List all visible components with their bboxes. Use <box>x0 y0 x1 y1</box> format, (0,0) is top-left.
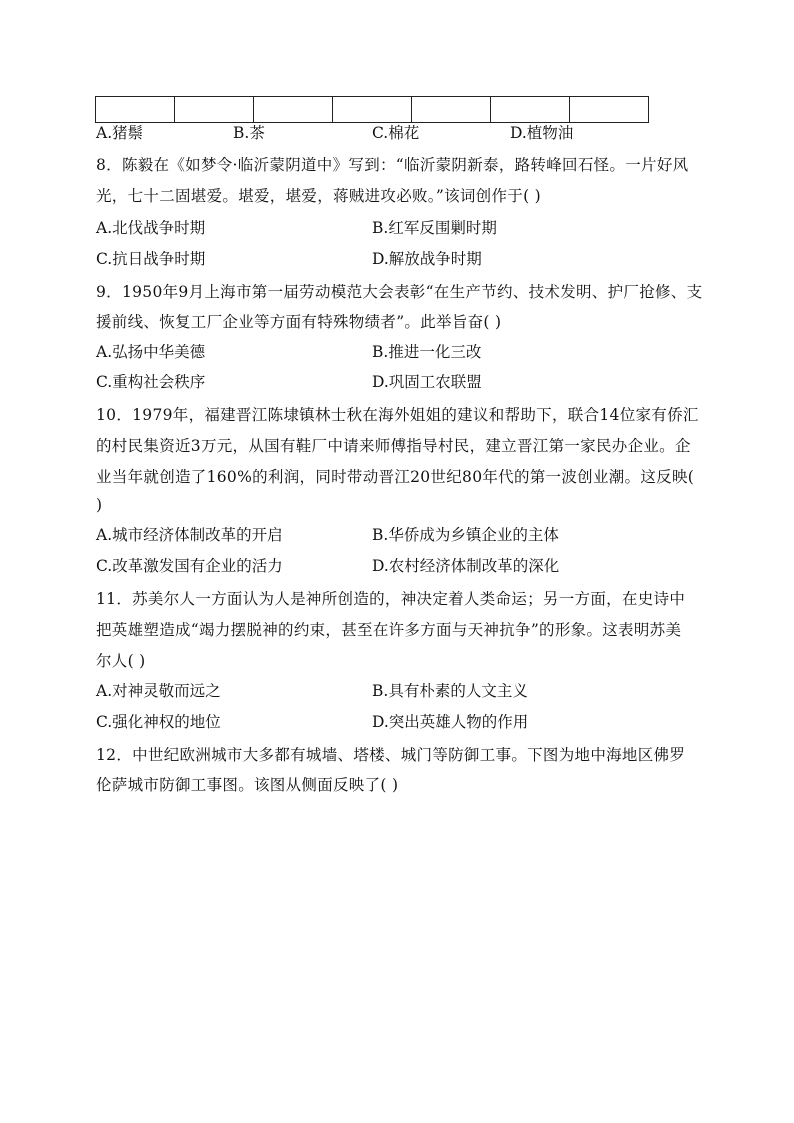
table-cell <box>412 97 491 123</box>
q8-line-2: 光，七十二固堪爱。堪爱，堪爱，蒋贼进攻必败。”该词创作于( ) <box>96 187 541 205</box>
q10-option-d: D.农村经济体制改革的深化 <box>372 557 560 575</box>
q8-line-1: 8．陈毅在《如梦令·临沂蒙阴道中》写到：“临沂蒙阴新泰，路转峰回石怪。一片好风 <box>96 156 689 174</box>
q11-line-3: 尔人( ) <box>96 652 146 670</box>
q7-option-a: A.猪鬃 <box>96 124 144 142</box>
q9-line-1: 9．1950年9月上海市第一届劳动模范大会表彰“在生产节约、技术发明、护厂抢修、支 <box>96 283 703 301</box>
table-row <box>96 97 649 123</box>
q7-option-b: B.茶 <box>233 124 265 142</box>
q10-line-4: ) <box>96 496 103 514</box>
q11-option-b: B.具有朴素的人文主义 <box>372 682 528 700</box>
q11-option-c: C.强化神权的地位 <box>96 713 221 731</box>
answer-table <box>95 96 649 123</box>
q12-line-2: 伦萨城市防御工事图。该图从侧面反映了( ) <box>96 776 399 794</box>
q9-option-c: C.重构社会秩序 <box>96 373 206 391</box>
q8-option-c: C.抗日战争时期 <box>96 250 206 268</box>
q9-line-2: 援前线、恢复工厂企业等方面有特殊物绩者”。此举旨奋( ) <box>96 313 502 331</box>
q10-option-c: C.改革激发国有企业的活力 <box>96 557 283 575</box>
table-cell <box>570 97 649 123</box>
table-cell <box>175 97 254 123</box>
q11-option-d: D.突出英雄人物的作用 <box>372 713 529 731</box>
q7-option-c: C.棉花 <box>372 124 420 142</box>
q10-option-b: B.华侨成为乡镇企业的主体 <box>372 526 559 544</box>
table-cell <box>254 97 333 123</box>
table-cell <box>96 97 175 123</box>
q11-option-a: A.对神灵敬而远之 <box>96 682 221 700</box>
q9-option-d: D.巩固工农联盟 <box>372 373 482 391</box>
q8-option-a: A.北伐战争时期 <box>96 219 206 237</box>
q9-option-b: B.推进一化三改 <box>372 343 482 361</box>
q12-line-1: 12．中世纪欧洲城市大多都有城墙、塔楼、城门等防御工事。下图为地中海地区佛罗 <box>96 746 686 764</box>
table-cell <box>491 97 570 123</box>
q10-line-3: 业当年就创造了160%的利润，同时带动晋江20世纪80年代的第一波创业潮。这反映( <box>96 468 695 486</box>
q10-line-1: 10．1979年，福建晋江陈埭镇林士秋在海外姐姐的建议和帮助下，联合14位家有侨汇 <box>96 406 699 424</box>
q10-line-2: 的村民集资近3万元，从国有鞋厂中请来师傅指导村民，建立晋江第一家民办企业。企 <box>96 437 691 455</box>
table-cell <box>333 97 412 123</box>
q8-option-d: D.解放战争时期 <box>372 250 482 268</box>
q9-option-a: A.弘扬中华美德 <box>96 343 206 361</box>
q10-option-a: A.城市经济体制改革的开启 <box>96 526 283 544</box>
q8-option-b: B.红军反围剿时期 <box>372 219 497 237</box>
q11-line-1: 11．苏美尔人一方面认为人是神所创造的，神决定着人类命运；另一方面，在史诗中 <box>96 590 686 608</box>
q7-option-d: D.植物油 <box>510 124 574 142</box>
q11-line-2: 把英雄塑造成“竭力摆脱神的约束，甚至在许多方面与天神抗争”的形象。这表明苏美 <box>96 621 682 639</box>
